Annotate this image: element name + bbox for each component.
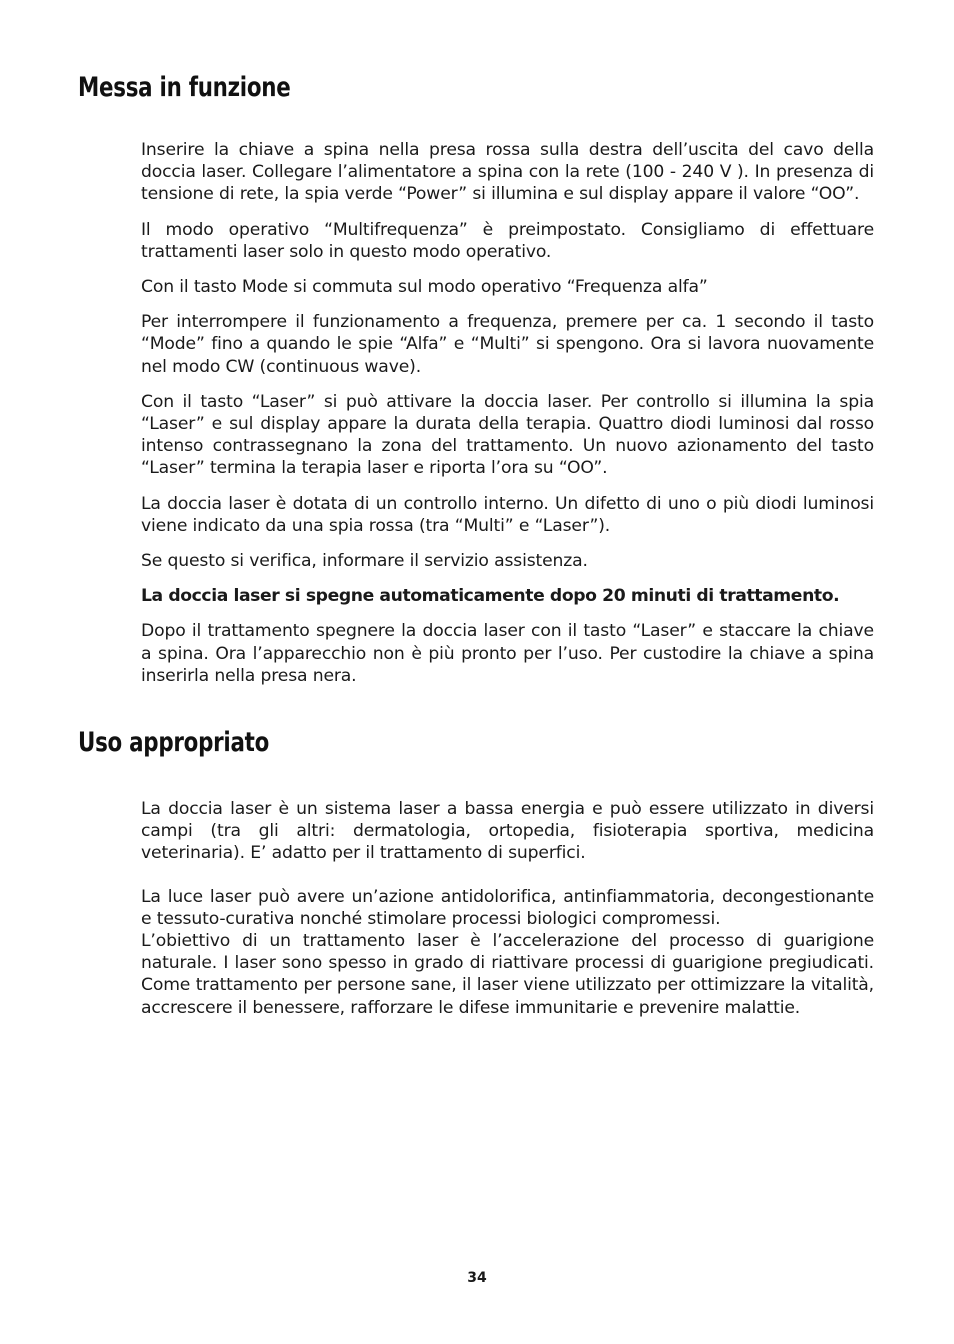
paragraph: La doccia laser è dotata di un controllo interno. Un difetto di uno o più diodi luminosi viene indicato da una spia rossa (tra “Multi” e “Laser”). (141, 493, 874, 536)
section-title-uso-appropriato: Uso appropriato (78, 727, 270, 758)
paragraph: Con il tasto “Laser” si può attivare la doccia laser. Per controllo si illumina la spia “Laser” e sul display appare la durata della terapia. Quattro diodi luminosi dal rosso intenso contrassegnano la zona del trattamento. Un nuovo azionamento del tasto “Laser” termina la terapia laser e riporta l’ora su “OO”. (141, 391, 874, 479)
paragraph: Il modo operativo “Multifrequenza” è preimpostato. Consigliamo di effettuare trattamenti laser solo in questo modo operativo. (141, 219, 874, 262)
paragraph: L’obiettivo di un trattamento laser è l’accelerazione del processo di guarigione naturale. I laser sono spesso in grado di riattivare processi di guarigione pregiudicati. Come trattamento per persone sane, il laser viene utilizzato per ottimizzare la vitalità, accrescere il benessere, rafforzare le difese immunitarie e prevenire malattie. (141, 931, 874, 1018)
page-number: 34 (467, 1270, 487, 1286)
section-title-messa-in-funzione: Messa in funzione (78, 72, 291, 103)
paragraph: Se questo si verifica, informare il servizio assistenza. (141, 551, 588, 572)
paragraph: La doccia laser è un sistema laser a bassa energia e può essere utilizzato in diversi campi (tra gli altri: dermatologia, ortopedia, fisioterapia sportiva, medicina veterinaria). E’ adatto per il trattamento di superfici. (141, 799, 874, 864)
paragraph: Dopo il trattamento spegnere la doccia laser con il tasto “Laser” e staccare la chiave a spina. Ora l’apparecchio non è più pronto per l’uso. Per custodire la chiave a spina inserirla nella presa nera. (141, 621, 874, 686)
paragraph: Con il tasto Mode si commuta sul modo operativo “Frequenza alfa” (141, 277, 708, 298)
section-body-messa-in-funzione (141, 139, 874, 700)
warning-paragraph: La doccia laser si spegne automaticamente dopo 20 minuti di trattamento. (141, 586, 840, 607)
paragraph: Inserire la chiave a spina nella presa rossa sulla destra dell’uscita del cavo della doccia laser. Collegare l’alimentatore a spina con la rete (100 - 240 V ). In presenza di tensione di rete, la spia verde “Power” si illumina e sul display appare il valore “OO”. (141, 140, 874, 205)
paragraph: La luce laser può avere un’azione antidolorifica, antinfiammatoria, decongestionante e tessuto-curativa nonché stimolare processi biologici compromessi. (141, 886, 874, 929)
paragraph: Per interrompere il funzionamento a frequenza, premere per ca. 1 secondo il tasto “Mode” fino a quando le spie “Alfa” e “Multi” si spengono. Ora si lavora nuovamente nel modo CW (continuous wave). (141, 312, 874, 377)
section-body-uso-appropriato (141, 798, 874, 1019)
